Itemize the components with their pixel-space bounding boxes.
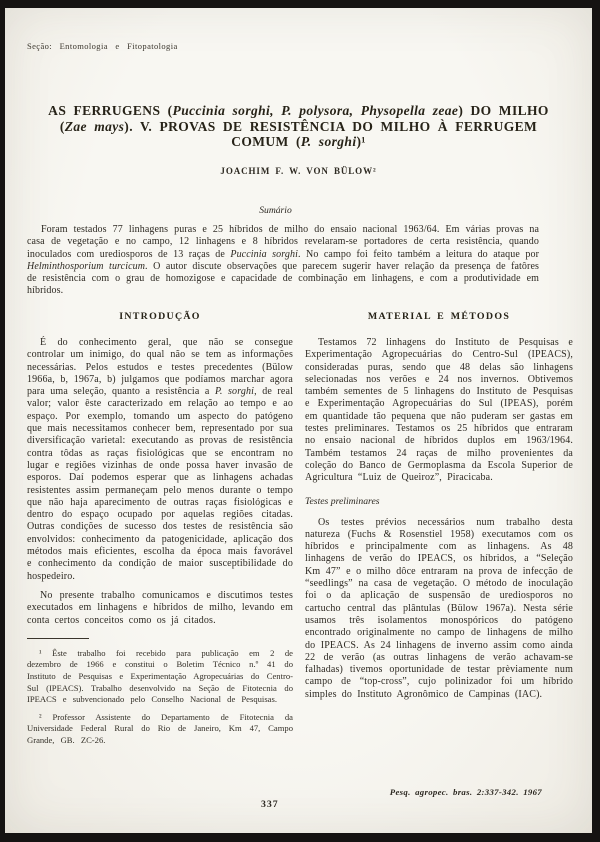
footnote-separator-rule [27,638,89,639]
summary-heading: Sumário [259,205,292,216]
article-title-line-1: AS FERRUGENS (Puccinia sorghi, P. polysora, Physopella zeae) DO MILHO [48,103,549,118]
subsection-heading-testes-preliminares: Testes preliminares [305,495,380,507]
summary-text: Foram testados 77 linhagens puras e 25 híbridos de milho do ensaio nacional 1963/64. Em várias provas na casa de vegetação e no campo, 12 linhagens e 8 híbridos revelaram-se portadores de certa resistência, quando inoculados com urediosporos de 13 raças de Puccinia sorghi. No campo foi feito também a leitura do ataque por Helminthosporium turcicum. O autor discute observações que parecem sugerir haver relação da presença de fatôres de resistência com o grau de homozigose e capacidade de combinação em linhagens, e com a produtividade em híbridos. [27,224,540,297]
footnote-1: ¹ Êste trabalho foi recebido para publicação em 2 de dezembro de 1966 e constitui o Boletim Técnico n.º 41 do Instituto de Pesquisas e Experimentação Agropecuárias do Centro-Sul (IPEACS). Trabalho desenvolvido na Seção de Fitotecnia do IPEACS e subvencionado pelo Conselho Nacional de Pesquisas. [27,647,293,705]
methods-heading: MATERIAL E MÉTODOS [367,311,511,322]
methods-column [305,311,573,708]
author-byline: JOACHIM F. W. VON BÜLOW² [220,166,377,176]
article-title-line-3: COMUM (P. sorghi)¹ [231,134,366,150]
article-title-line-2: (Zae mays). V. PROVAS DE RESISTÊNCIA DO MILHO À FERRUGEM [59,118,538,134]
intro-column [27,311,293,753]
scanned-paper-page [5,8,592,833]
intro-paragraph-2: No presente trabalho comunicamos e discutimos testes executados em linhagens e híbridos de milho, levando em conta certos conceitos como os já citados. [27,589,293,626]
methods-paragraph-1: Testamos 72 linhagens do Instituto de Pesquisas e Experimentação Agropecuárias do Centro-Sul (IPEACS), consideradas puras, sendo que 48 delas são linhagens selecionadas nos verões e 24 nos invernos. Obtivemos também sementes de 5 linhagens do Instituto de Pesquisas e Experimentação Agropecuárias do Sul (IPEAS), porém em quantidade tão pequena que não puderam ser gastas em testes preliminares. Testamos os 25 híbridos que entraram no ensaio nacional de híbridos duplos em 1963/1964. Também testamos 24 raças de milho provenientes da coleção do Banco de Germoplasma da Escola Superior de Agricultura “Luiz de Queiroz”, Piracicaba. [305,337,573,484]
article-title [23,103,574,150]
journal-citation: Pesq. agropec. bras. 2:337-342. 1967 [389,787,542,797]
page-number: 337 [261,799,279,810]
footnote-2: ² Professor Assistente do Departamento de Fitotecnia da Universidade Federal Rural do Rio de Janeiro, Km 47, Campo Grande, GB. ZC-26. [27,711,293,745]
methods-paragraph-2: Os testes prévios necessários num trabalho desta natureza (Fuchs & Rosenstiel 1958) executamos com os híbridos e principalmente com as linhagens. As 48 linhagens de verão do IPEACS, os híbridos, a “Seleção Km 47” e o milho dôce entraram na prova de infecção de “seedlings” na casa de vegetação. O método de inoculação foi o da aplicação de suspensão de urediosporos no cartucho central das plântulas (Bülow 1967a). Nesta série usamos três isolamentos monospóricos do patógeno encontrado originalmente no campo de linhagens de milho do IPEACS. As 24 linhagens de inverno assim como ainda 22 de verão (as outras linhagens de verão achavam-se falhadas) tivemos oportunidade de testar prèviamente num campo de “top-cross”, cujo polinizador foi um híbrido simples do Instituto Agronômico de Campinas (IAC). [305,516,573,700]
section-label: Seção: Entomologia e Fitopatologia [27,41,178,51]
intro-heading: INTRODUÇÃO [119,311,201,322]
intro-paragraph-1: É do conhecimento geral, que não se consegue controlar um inimigo, do qual não se tem as informações necessárias. Pelos estudos e testes precedentes (Bülow 1966a, b, 1967a, b) julgamos que podíamos marchar agora para uma seleção, quanto a resistência a P. sorghi, de real valor; valor êste caracterizado em relação ao tempo e ao espaço. Por exemplo, tomando um aspecto do patógeno que mais necessitamos conhecer bem, representado por sua diversificação varietal: executando as provas de resistência contra tôdas as raças fisiológicas que se encontram no lugar e regiões vizinhas de onde possa haver invasão de esporos. Daí podemos esperar que as linhagens achadas resistentes assim permaneçam pelo menos durante o tempo que não haja aparecimento de outras raças fisiológicas e dentro do espaço ocupado por aquelas regiões citadas. Outras condições de sucesso dos testes de resistência são envolvidos: conhecimento da patogenicidade, aplicação dos métodos mais eficientes, escolha da época mais favorável e conhecimento da condição de maior susceptibilidade do hospedeiro. [27,337,293,582]
